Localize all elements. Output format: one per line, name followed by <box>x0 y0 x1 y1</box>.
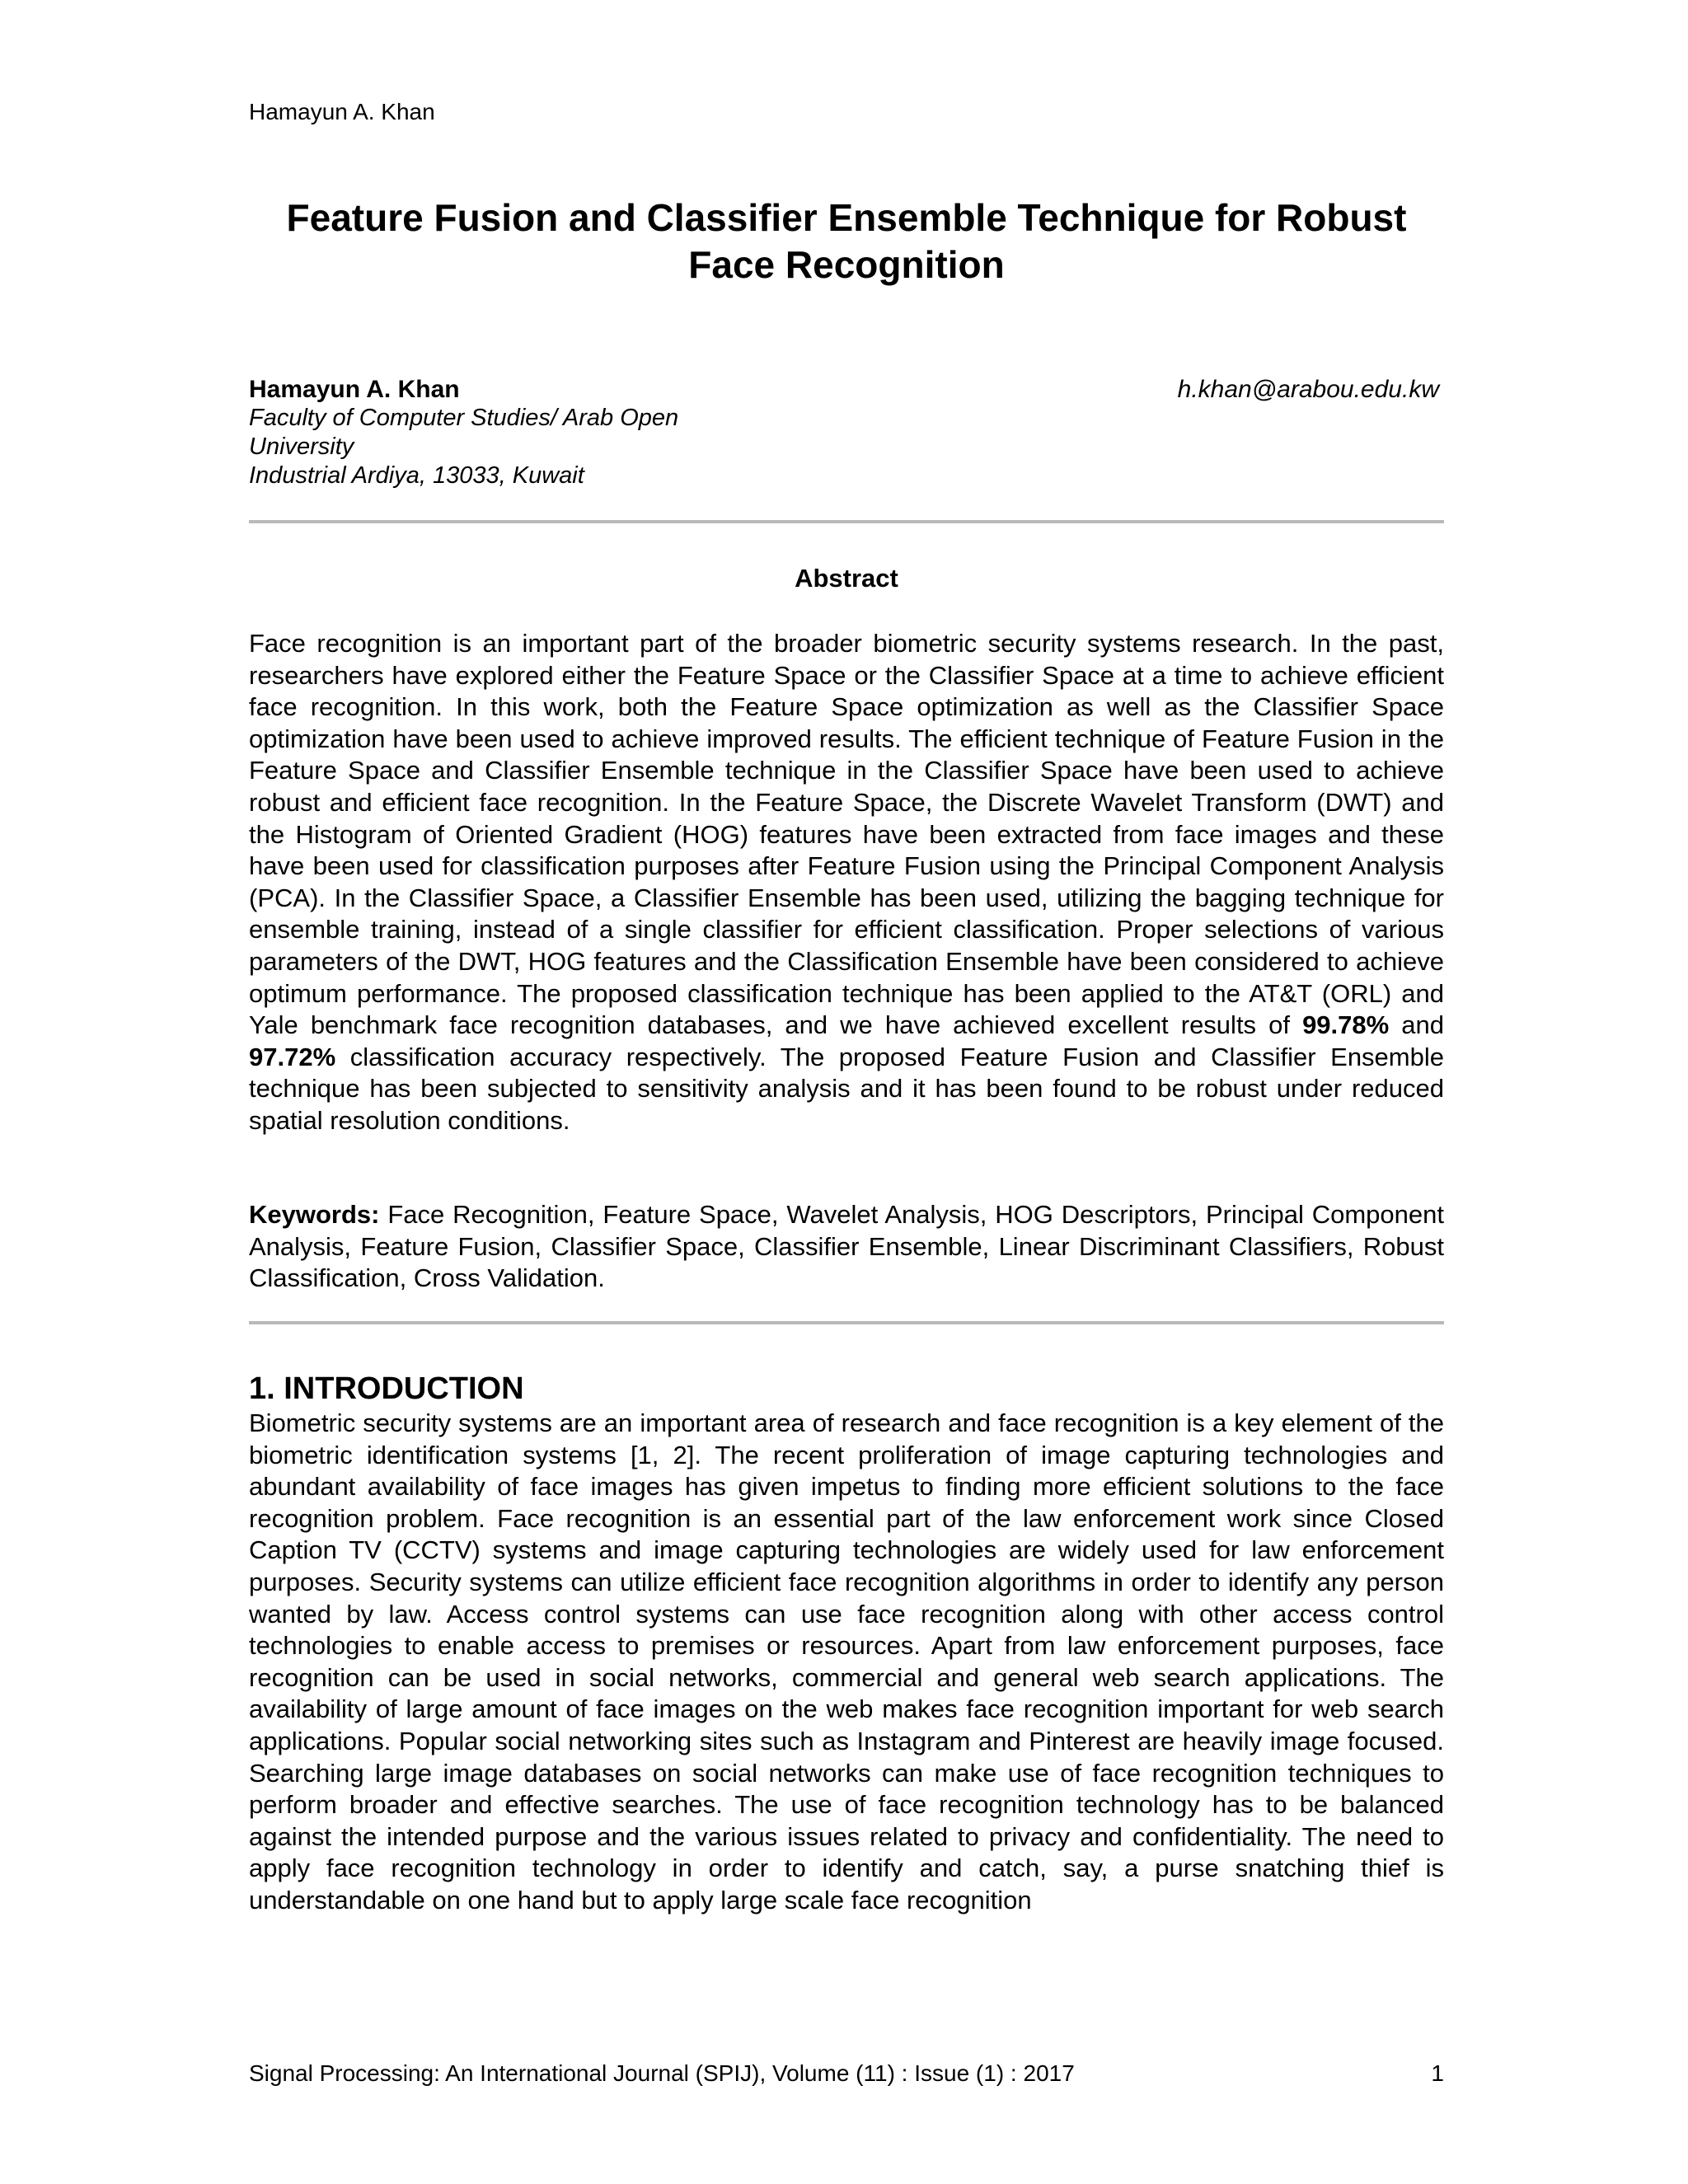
author-block <box>249 375 1444 490</box>
author-email[interactable]: h.khan@arabou.edu.kw <box>1177 376 1439 403</box>
page-number: 1 <box>1431 2060 1444 2086</box>
abstract-text <box>249 628 1444 1137</box>
footer-journal: Signal Processing: An International Journal (SPIJ), Volume (11) : Issue (1) : 2017 <box>249 2060 1075 2086</box>
section-heading-introduction: 1. INTRODUCTION <box>249 1371 524 1406</box>
divider-bottom <box>249 1321 1444 1324</box>
keywords-label: Keywords: <box>249 1200 380 1229</box>
title-line-1: Feature Fusion and Classifier Ensemble Technique for Robust <box>286 196 1407 239</box>
author-name: Hamayun A. Khan <box>249 376 460 403</box>
accuracy-att-orl: 99.78% <box>1302 1010 1390 1040</box>
abstract-text-part-3: classification accuracy respectively. The proposed Feature Fusion and Classifier Ensemble technique has been subjected to sensitivity analysis and it has been found to be robust under reduced spatial resolution conditions. <box>249 1042 1444 1135</box>
divider-top <box>249 520 1444 523</box>
keywords-text: Face Recognition, Feature Space, Wavelet Analysis, HOG Descriptors, Principal Component Analysis, Feature Fusion, Classifier Space, Classifier Ensemble, Linear Discriminant Classifiers, Robust Classification, Cross Validation. <box>249 1200 1444 1293</box>
title-line-2: Face Recognition <box>688 243 1005 286</box>
introduction-text: Biometric security systems are an important area of research and face recognition is a key element of the biometric identification systems [1, 2]. The recent proliferation of image capturing technologies and abundant availability of face images has given impetus to finding more efficient solutions to the face recognition problem. Face recognition is an essential part of the law enforcement work since Closed Caption TV (CCTV) systems and image capturing technologies are widely used for law enforcement purposes. Security systems can utilize efficient face recognition algorithms in order to identify any person wanted by law. Access control systems can use face recognition along with other access control technologies to enable access to premises or resources. Apart from law enforcement purposes, face recognition can be used in social networks, commercial and general web search applications. The availability of large amount of face images on the web makes face recognition important for web search applications. Popular social networking sites such as Instagram and Pinterest are heavily image focused. Searching large image databases on social networks can make use of face recognition techniques to perform broader and effective searches. The use of face recognition technology has to be balanced against the intended purpose and the various issues related to privacy and confidentiality. The need to apply face recognition technology in order to identify and catch, say, a purse snatching thief is understandable on one hand but to apply large scale face recognition <box>249 1408 1444 1915</box>
paper-page <box>249 0 1444 2184</box>
page-footer <box>249 2060 1444 2087</box>
running-head: Hamayun A. Khan <box>249 99 435 124</box>
affiliation-line-1: Faculty of Computer Studies/ Arab Open <box>249 405 679 431</box>
abstract-text-part-1: Face recognition is an important part of the broader biometric security systems research. In the past, researchers have explored either the Feature Space or the Classifier Space at a time to achieve efficient face recognition. In this work, both the Feature Space optimization as well as the Classifier Space optimization have been used to achieve improved results. The efficient technique of Feature Fusion in the Feature Space and Classifier Ensemble technique in the Classifier Space have been used to achieve robust and efficient face recognition. In the Feature Space, the Discrete Wavelet Transform (DWT) and the Histogram of Oriented Gradient (HOG) features have been extracted from face images and these have been used for classification purposes after Feature Fusion using the Principal Component Analysis (PCA). In the Classifier Space, a Classifier Ensemble has been used, utilizing the bagging technique for ensemble training, instead of a single classifier for efficient classification. Proper selections of various parameters of the DWT, HOG features and the Classification Ensemble have been considered to achieve optimum performance. The proposed classification technique has been applied to the AT&T (ORL) and Yale benchmark face recognition databases, and we have achieved excellent results of <box>249 629 1444 1040</box>
accuracy-yale: 97.72% <box>249 1042 336 1071</box>
paper-title <box>249 194 1444 288</box>
keywords <box>249 1199 1444 1295</box>
abstract-text-part-2: and <box>1389 1010 1444 1040</box>
affiliation-line-2: University <box>249 434 354 460</box>
abstract-heading: Abstract <box>795 564 898 593</box>
affiliation-line-3: Industrial Ardiya, 13033, Kuwait <box>249 462 584 489</box>
